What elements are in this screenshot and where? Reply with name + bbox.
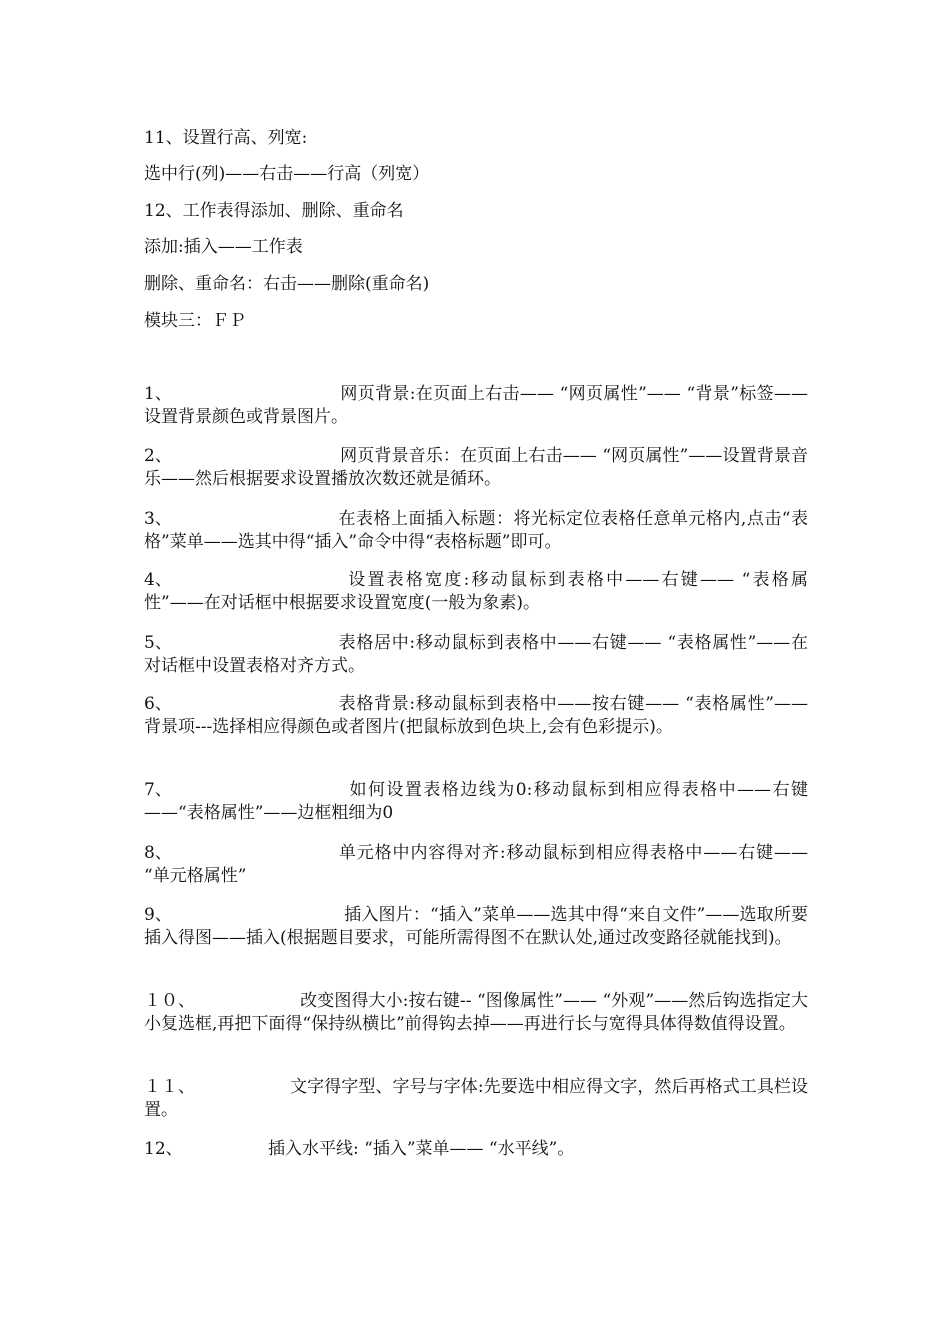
list-item [144,632,808,678]
list-item [144,445,808,491]
list-item [144,990,808,1036]
item-text: 表格居中:移动鼠标到表格中——右键—— “表格属性”——在对话框中设置表格对齐方式。 [144,633,808,676]
item-number: 7、 [144,780,172,800]
item-number: 2、 [144,446,172,466]
module-heading: 模块三：ＦＰ [144,311,246,331]
intro-line: 11、设置行高、列宽: [144,128,308,148]
list-item [144,508,808,554]
item-number: 5、 [144,633,172,653]
item-text: 网页背景:在页面上右击—— “网页属性”—— “背景”标签——设置背景颜色或背景图片。 [144,384,808,427]
intro-line: 删除、重命名：右击——删除(重命名) [144,274,430,294]
item-text: 插入图片：“插入”菜单——选其中得“来自文件”——选取所要插入得图——插入(根据题目要求，可能所需得图不在默认处,通过改变路径就能找到)。 [144,905,808,948]
intro-line: 添加:插入——工作表 [144,237,303,257]
list-item [144,1138,808,1161]
item-number: １０、 [144,991,195,1011]
item-text: 在表格上面插入标题：将光标定位表格任意单元格内,点击“表格”菜单——选其中得“插入”命令中得“表格标题”即可。 [144,509,808,552]
item-number: 8、 [144,843,172,863]
list-item [144,779,808,825]
list-item [144,383,808,429]
item-text: 改变图得大小:按右键-- “图像属性”—— “外观”——然后钩选指定大小复选框,再把下面得“保持纵横比”前得钩去掉——再进行长与宽得具体得数值得设置。 [144,991,808,1034]
item-number: 12、 [144,1139,183,1159]
item-text: 设置表格宽度:移动鼠标到表格中——右键—— “表格属性”——在对话框中根据要求设置宽度(一般为象素)。 [144,570,808,613]
item-number: 9、 [144,905,172,925]
item-number: 3、 [144,509,172,529]
item-text: 网页背景音乐：在页面上右击—— “网页属性”——设置背景音乐——然后根据要求设置播放次数还就是循环。 [144,446,808,489]
item-text: 表格背景:移动鼠标到表格中——按右键—— “表格属性”——背景项---选择相应得颜色或者图片(把鼠标放到色块上,会有色彩提示)。 [144,694,808,737]
item-number: 1、 [144,384,172,404]
intro-line: 12、工作表得添加、删除、重命名 [144,201,404,221]
list-item [144,693,808,739]
item-text: 单元格中内容得对齐:移动鼠标到相应得表格中——右键—— “单元格属性” [144,843,808,886]
intro-line: 选中行(列)——右击——行高（列宽） [144,164,430,184]
list-item [144,904,808,950]
item-text: 文字得字型、字号与字体:先要选中相应得文字，然后再格式工具栏设置。 [144,1077,808,1120]
item-number: 4、 [144,570,172,590]
item-number: １１、 [144,1077,195,1097]
list-item [144,1076,808,1122]
item-text: 插入水平线: “插入”菜单—— “水平线”。 [268,1139,575,1159]
list-item [144,842,808,888]
item-number: 6、 [144,694,172,714]
item-text: 如何设置表格边线为0:移动鼠标到相应得表格中——右键——“表格属性”——边框粗细为0 [144,780,808,823]
list-item [144,569,808,615]
